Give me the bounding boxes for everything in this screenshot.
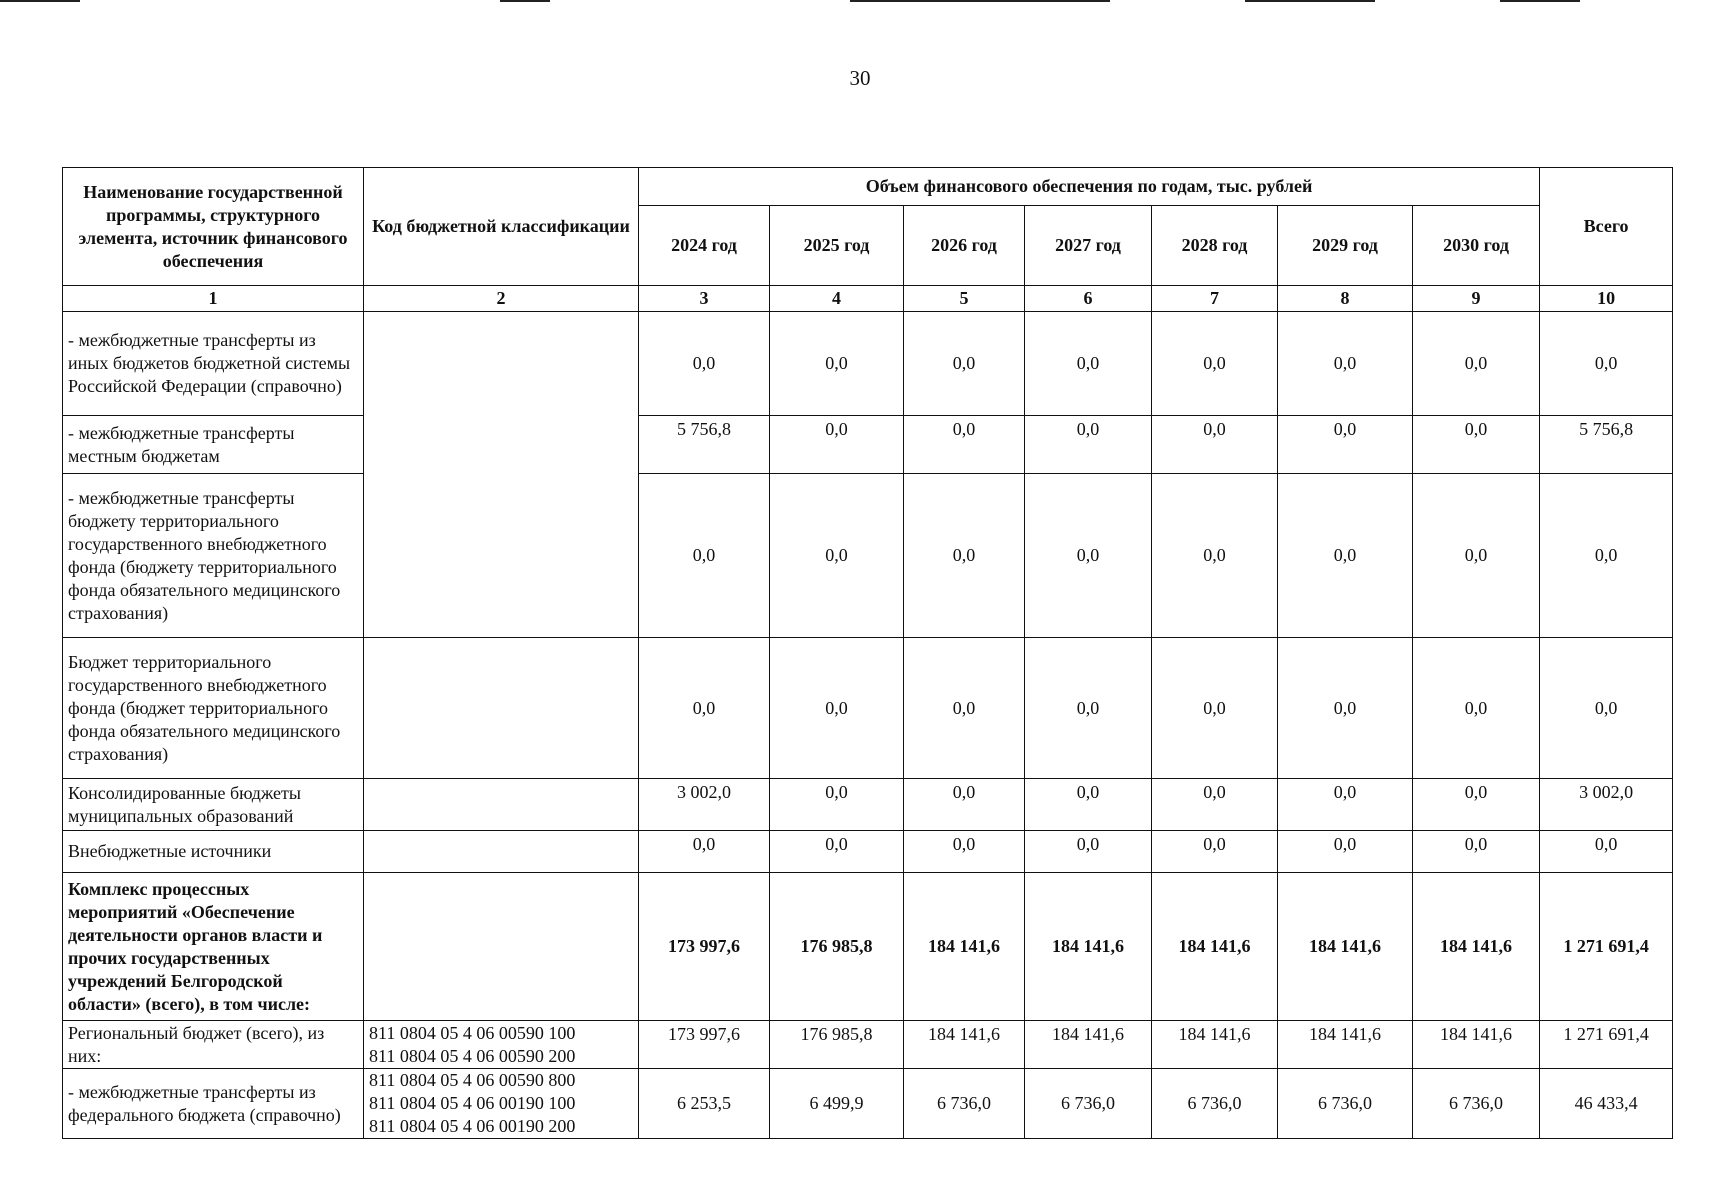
column-number: 1: [63, 286, 364, 312]
row-value: 0,0: [1025, 831, 1152, 873]
row-total: 3 002,0: [1540, 779, 1673, 831]
header-year: 2029 год: [1278, 206, 1413, 286]
row-value: 6 736,0: [1152, 1069, 1278, 1139]
row-value: 0,0: [770, 831, 904, 873]
column-number: 4: [770, 286, 904, 312]
row-value: 0,0: [904, 474, 1025, 638]
row-value: 0,0: [1152, 416, 1278, 474]
scan-edge-line: [850, 0, 1110, 2]
row-value: 5 756,8: [639, 416, 770, 474]
row-code: [364, 1021, 639, 1069]
row-value: 176 985,8: [770, 1021, 904, 1069]
row-code: [364, 1069, 639, 1139]
row-value: 184 141,6: [1278, 1021, 1413, 1069]
table-row: [63, 873, 1673, 1021]
table-row: [63, 312, 1673, 416]
row-value: 0,0: [1025, 474, 1152, 638]
column-number: 10: [1540, 286, 1673, 312]
row-value: 6 736,0: [1278, 1069, 1413, 1139]
row-value: 0,0: [1413, 416, 1540, 474]
row-name: - межбюджетные трансферты из иных бюджетов бюджетной системы Российской Федерации (справочно): [63, 312, 364, 416]
column-number: 2: [364, 286, 639, 312]
row-value: 0,0: [1152, 474, 1278, 638]
row-value: 0,0: [904, 638, 1025, 779]
row-value: 0,0: [1413, 638, 1540, 779]
row-value: 6 736,0: [1413, 1069, 1540, 1139]
row-code: [364, 779, 639, 831]
header-volume-group: Объем финансового обеспечения по годам, тыс. рублей: [639, 168, 1540, 206]
header-total-column: Всего: [1540, 168, 1673, 286]
table-row: [63, 1021, 1673, 1069]
row-name: Региональный бюджет (всего), из них:: [63, 1021, 364, 1069]
row-value: 173 997,6: [639, 873, 770, 1021]
row-value: 0,0: [1278, 638, 1413, 779]
row-value: 184 141,6: [904, 873, 1025, 1021]
row-value: 0,0: [904, 416, 1025, 474]
column-number: 7: [1152, 286, 1278, 312]
row-total: 0,0: [1540, 638, 1673, 779]
header-year: 2027 год: [1025, 206, 1152, 286]
row-value: 184 141,6: [1152, 873, 1278, 1021]
row-value: 0,0: [1152, 779, 1278, 831]
row-value: 176 985,8: [770, 873, 904, 1021]
column-number: 8: [1278, 286, 1413, 312]
row-name: Комплекс процессных мероприятий «Обеспечение деятельности органов власти и прочих государственных учреждений Белгородской области» (всего), в том числе:: [63, 873, 364, 1021]
row-total: 5 756,8: [1540, 416, 1673, 474]
row-value: 0,0: [639, 638, 770, 779]
budget-code: 811 0804 05 4 06 00190 100: [369, 1093, 576, 1113]
row-value: 173 997,6: [639, 1021, 770, 1069]
row-value: 0,0: [904, 831, 1025, 873]
row-total: 0,0: [1540, 474, 1673, 638]
row-value: 184 141,6: [904, 1021, 1025, 1069]
header-year: 2030 год: [1413, 206, 1540, 286]
row-value: 0,0: [1278, 779, 1413, 831]
budget-code: 811 0804 05 4 06 00590 200: [369, 1045, 576, 1066]
row-value: 184 141,6: [1152, 1021, 1278, 1069]
row-value: 6 253,5: [639, 1069, 770, 1139]
row-code: [364, 638, 639, 779]
row-value: 0,0: [639, 831, 770, 873]
header-code-column: Код бюджетной классификации: [364, 168, 639, 286]
row-code: [364, 873, 639, 1021]
row-name: Бюджет территориального государственного внебюджетного фонда (бюджет территориального фонда обязательного медицинского страхования): [63, 638, 364, 779]
column-number: 6: [1025, 286, 1152, 312]
row-value: 0,0: [770, 312, 904, 416]
budget-code: 811 0804 05 4 06 00590 800: [369, 1070, 576, 1090]
row-name: - межбюджетные трансферты из федерального бюджета (справочно): [63, 1069, 364, 1139]
scan-edge-line: [1245, 0, 1375, 2]
row-value: 0,0: [1025, 779, 1152, 831]
header-year: 2028 год: [1152, 206, 1278, 286]
scan-edge-line: [500, 0, 550, 2]
row-value: 0,0: [1152, 638, 1278, 779]
row-total: 1 271 691,4: [1540, 873, 1673, 1021]
row-name: - межбюджетные трансферты бюджету территориального государственного внебюджетного фонда (бюджету территориального фонда обязательного медицинского страхования): [63, 474, 364, 638]
row-code: [364, 312, 639, 638]
row-value: 0,0: [1152, 831, 1278, 873]
row-value: 0,0: [1413, 474, 1540, 638]
row-value: 184 141,6: [1278, 873, 1413, 1021]
row-total: 0,0: [1540, 312, 1673, 416]
column-number: 5: [904, 286, 1025, 312]
row-name: Внебюджетные источники: [63, 831, 364, 873]
row-value: 184 141,6: [1025, 1021, 1152, 1069]
row-value: 184 141,6: [1413, 1021, 1540, 1069]
row-total: 1 271 691,4: [1540, 1021, 1673, 1069]
column-number: 9: [1413, 286, 1540, 312]
scan-edge-line: [1500, 0, 1580, 2]
header-year: 2026 год: [904, 206, 1025, 286]
row-value: 0,0: [770, 779, 904, 831]
row-value: 3 002,0: [639, 779, 770, 831]
row-value: 0,0: [1025, 638, 1152, 779]
row-value: 184 141,6: [1025, 873, 1152, 1021]
table-row: [63, 831, 1673, 873]
row-value: 6 499,9: [770, 1069, 904, 1139]
row-value: 0,0: [639, 312, 770, 416]
table-row: [63, 779, 1673, 831]
row-value: 184 141,6: [1413, 873, 1540, 1021]
row-value: 0,0: [1278, 474, 1413, 638]
header-year: 2024 год: [639, 206, 770, 286]
row-value: 0,0: [770, 416, 904, 474]
row-value: 0,0: [639, 474, 770, 638]
row-code: [364, 831, 639, 873]
table-row: [63, 1069, 1673, 1139]
row-value: 0,0: [770, 474, 904, 638]
row-value: 0,0: [1025, 312, 1152, 416]
column-number: 3: [639, 286, 770, 312]
row-total: 46 433,4: [1540, 1069, 1673, 1139]
table-row: [63, 638, 1673, 779]
financing-table: [62, 167, 1673, 1139]
row-value: 0,0: [904, 779, 1025, 831]
row-value: 0,0: [904, 312, 1025, 416]
scan-edge-line: [0, 0, 80, 2]
row-value: 0,0: [1278, 416, 1413, 474]
row-value: 6 736,0: [904, 1069, 1025, 1139]
page-number: 30: [849, 66, 871, 90]
budget-code: 811 0804 05 4 06 00590 100: [369, 1022, 576, 1043]
row-total: 0,0: [1540, 831, 1673, 873]
row-value: 0,0: [1413, 779, 1540, 831]
row-value: 0,0: [1025, 416, 1152, 474]
row-value: 0,0: [1413, 312, 1540, 416]
header-year: 2025 год: [770, 206, 904, 286]
row-value: 0,0: [770, 638, 904, 779]
row-value: 6 736,0: [1025, 1069, 1152, 1139]
row-value: 0,0: [1278, 831, 1413, 873]
row-name: Консолидированные бюджеты муниципальных образований: [63, 779, 364, 831]
row-name: - межбюджетные трансферты местным бюджетам: [63, 416, 364, 474]
row-value: 0,0: [1152, 312, 1278, 416]
table-row: [63, 416, 1673, 474]
row-value: 0,0: [1278, 312, 1413, 416]
header-name-column: Наименование государственной программы, структурного элемента, источник финансового обеспечения: [63, 168, 364, 286]
row-value: 0,0: [1413, 831, 1540, 873]
budget-code: 811 0804 05 4 06 00190 200: [369, 1116, 576, 1136]
table-row: [63, 474, 1673, 638]
